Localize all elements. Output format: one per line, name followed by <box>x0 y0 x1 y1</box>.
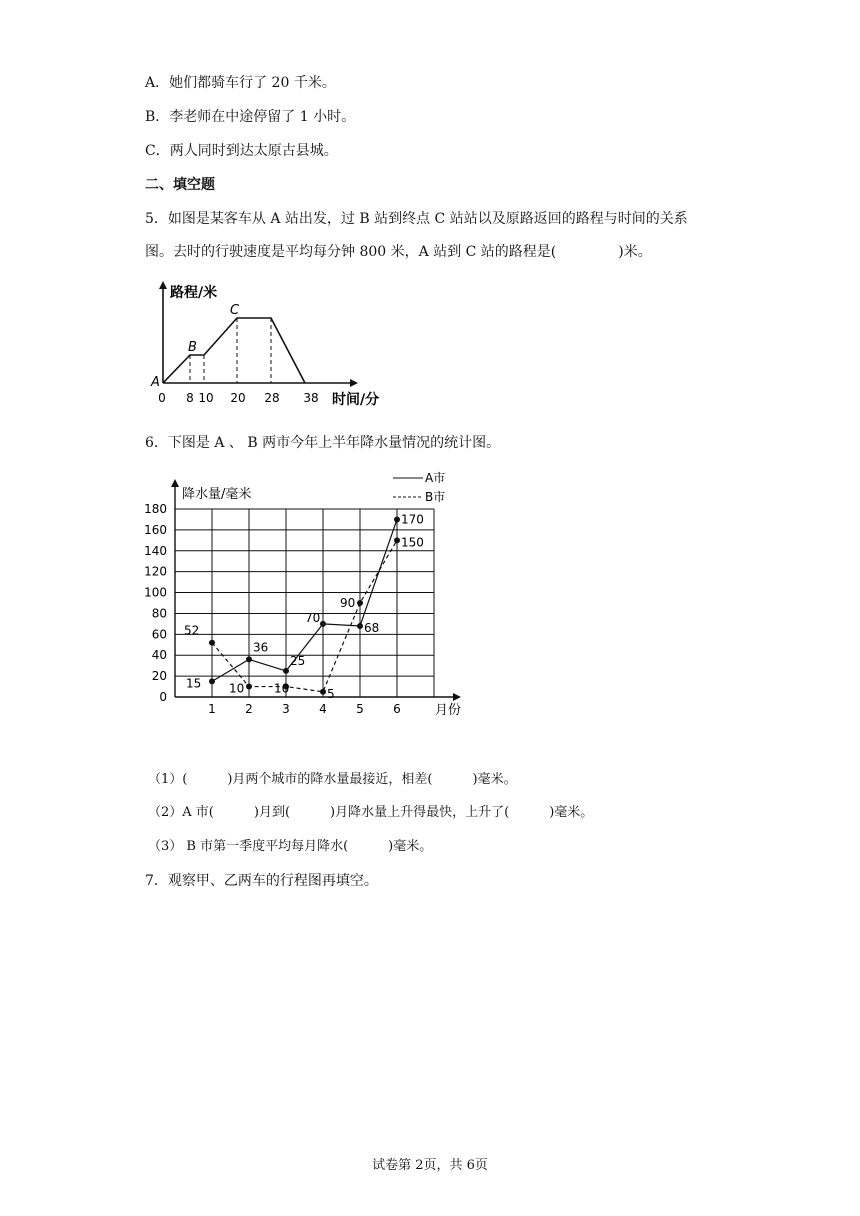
q6-intro: 6．下图是 A 、 B 两市今年上半年降水量情况的统计图。 <box>145 435 501 451</box>
x-tick-label: 2 <box>245 702 253 716</box>
x-tick-label: 6 <box>393 702 401 716</box>
q6-grid <box>175 509 434 697</box>
y-tick-label: 140 <box>144 543 167 558</box>
q6-sub2 <box>148 803 593 823</box>
data-label: 36 <box>253 640 269 655</box>
data-label: 5 <box>327 686 335 701</box>
q5-x-arrow <box>350 379 358 387</box>
y-tick-label: 80 <box>151 606 167 621</box>
q5-line2-after: )米。 <box>618 244 652 260</box>
data-point <box>320 689 326 695</box>
option-a: A．她们都骑车行了 20 千米。 <box>145 75 336 91</box>
y-tick-label: 60 <box>151 627 167 642</box>
q6-sub1-c: )毫米。 <box>472 772 517 787</box>
q5-y-arrow <box>159 281 167 289</box>
q5-xtick-28: 28 <box>264 391 280 405</box>
q6-sub2-a: （2）A 市( <box>148 805 214 820</box>
data-label: 90 <box>340 596 356 610</box>
q6-sub1 <box>148 770 517 790</box>
option-b: B．李老师在中途停留了 1 小时。 <box>145 109 356 125</box>
data-point <box>357 623 363 629</box>
y-tick-label: 160 <box>144 522 167 537</box>
q6-rainfall-chart <box>135 465 480 725</box>
x-tick-label: 5 <box>356 702 364 716</box>
q5-line1: 5．如图是某客车从 A 站出发，过 B 站到终点 C 站站以及原路返回的路程与时间的关系 <box>145 211 688 227</box>
data-label: 150 <box>401 535 424 550</box>
q6-y-ticks <box>144 502 167 704</box>
q5-label-a: A <box>151 375 160 390</box>
y-tick-label: 40 <box>151 648 167 663</box>
q5-xtick-38: 38 <box>303 391 319 405</box>
page-footer: 试卷第 2页，共 6页 <box>372 1158 488 1173</box>
q6-sub1-b: )月两个城市的降水量最接近，相差( <box>227 772 433 787</box>
data-point <box>246 684 252 690</box>
data-label: 70 <box>305 610 321 625</box>
q6-sub3-a: （3） B 市第一季度平均每月降水( <box>148 839 349 854</box>
data-label: 10 <box>229 681 245 696</box>
q6-legend-b: B市 <box>425 490 446 504</box>
section-title: 二、填空题 <box>145 177 215 193</box>
y-tick-label: 180 <box>144 502 167 516</box>
q5-xtick-10: 10 <box>198 391 214 405</box>
data-label: 25 <box>290 653 306 668</box>
q6-x-ticks <box>208 702 401 716</box>
q5-distance-time-chart <box>148 280 398 410</box>
q5-xtick-20: 20 <box>230 391 246 405</box>
data-point <box>320 621 326 627</box>
q5-route-line <box>163 318 305 383</box>
data-point <box>357 600 363 606</box>
x-tick-label: 3 <box>282 702 290 716</box>
data-point <box>394 516 400 522</box>
data-label: 170 <box>401 512 424 527</box>
data-label: 68 <box>364 620 380 635</box>
q6-sub3-b: )毫米。 <box>388 839 433 854</box>
y-tick-label: 100 <box>144 585 167 600</box>
q5-label-b: B <box>188 340 197 355</box>
q5-line2 <box>145 242 652 262</box>
q5-xtick-8: 8 <box>186 391 194 405</box>
data-label: 52 <box>184 623 200 638</box>
data-point <box>209 640 215 646</box>
data-label: 10 <box>274 681 290 696</box>
q6-sub3 <box>148 837 432 857</box>
x-tick-label: 1 <box>208 702 216 716</box>
q6-sub2-b: )月到( <box>253 805 291 820</box>
q6-ylabel: 降水量/毫米 <box>182 487 252 502</box>
q6-sub2-d: )毫米。 <box>549 805 594 820</box>
data-point <box>246 656 252 662</box>
data-point <box>394 537 400 543</box>
data-label: 15 <box>186 676 202 691</box>
option-c: C．两人同时到达太原古县城。 <box>145 143 338 159</box>
q5-xtick-0: 0 <box>158 391 166 405</box>
q6-legend-a: A市 <box>425 471 446 485</box>
q5-line2-before: 图。去时的行驶速度是平均每分钟 800 米，A 站到 C 站的路程是( <box>145 244 557 260</box>
q6-sub2-c: )月降水量上升得最快，上升了( <box>330 805 510 820</box>
y-tick-label: 20 <box>151 669 167 684</box>
q6-sub1-a: （1）( <box>148 772 188 787</box>
q5-label-c: C <box>230 303 240 318</box>
q7-text: 7．观察甲、乙两车的行程图再填空。 <box>145 873 378 889</box>
q6-xlabel: 月份 <box>435 703 462 718</box>
x-tick-label: 4 <box>319 702 327 716</box>
y-tick-label: 0 <box>159 690 167 704</box>
q5-ylabel: 路程/米 <box>170 285 218 301</box>
q5-xlabel: 时间/分 <box>332 392 380 408</box>
data-point <box>209 678 215 684</box>
q6-series <box>184 512 424 700</box>
data-point <box>283 668 289 674</box>
y-tick-label: 120 <box>144 564 167 579</box>
